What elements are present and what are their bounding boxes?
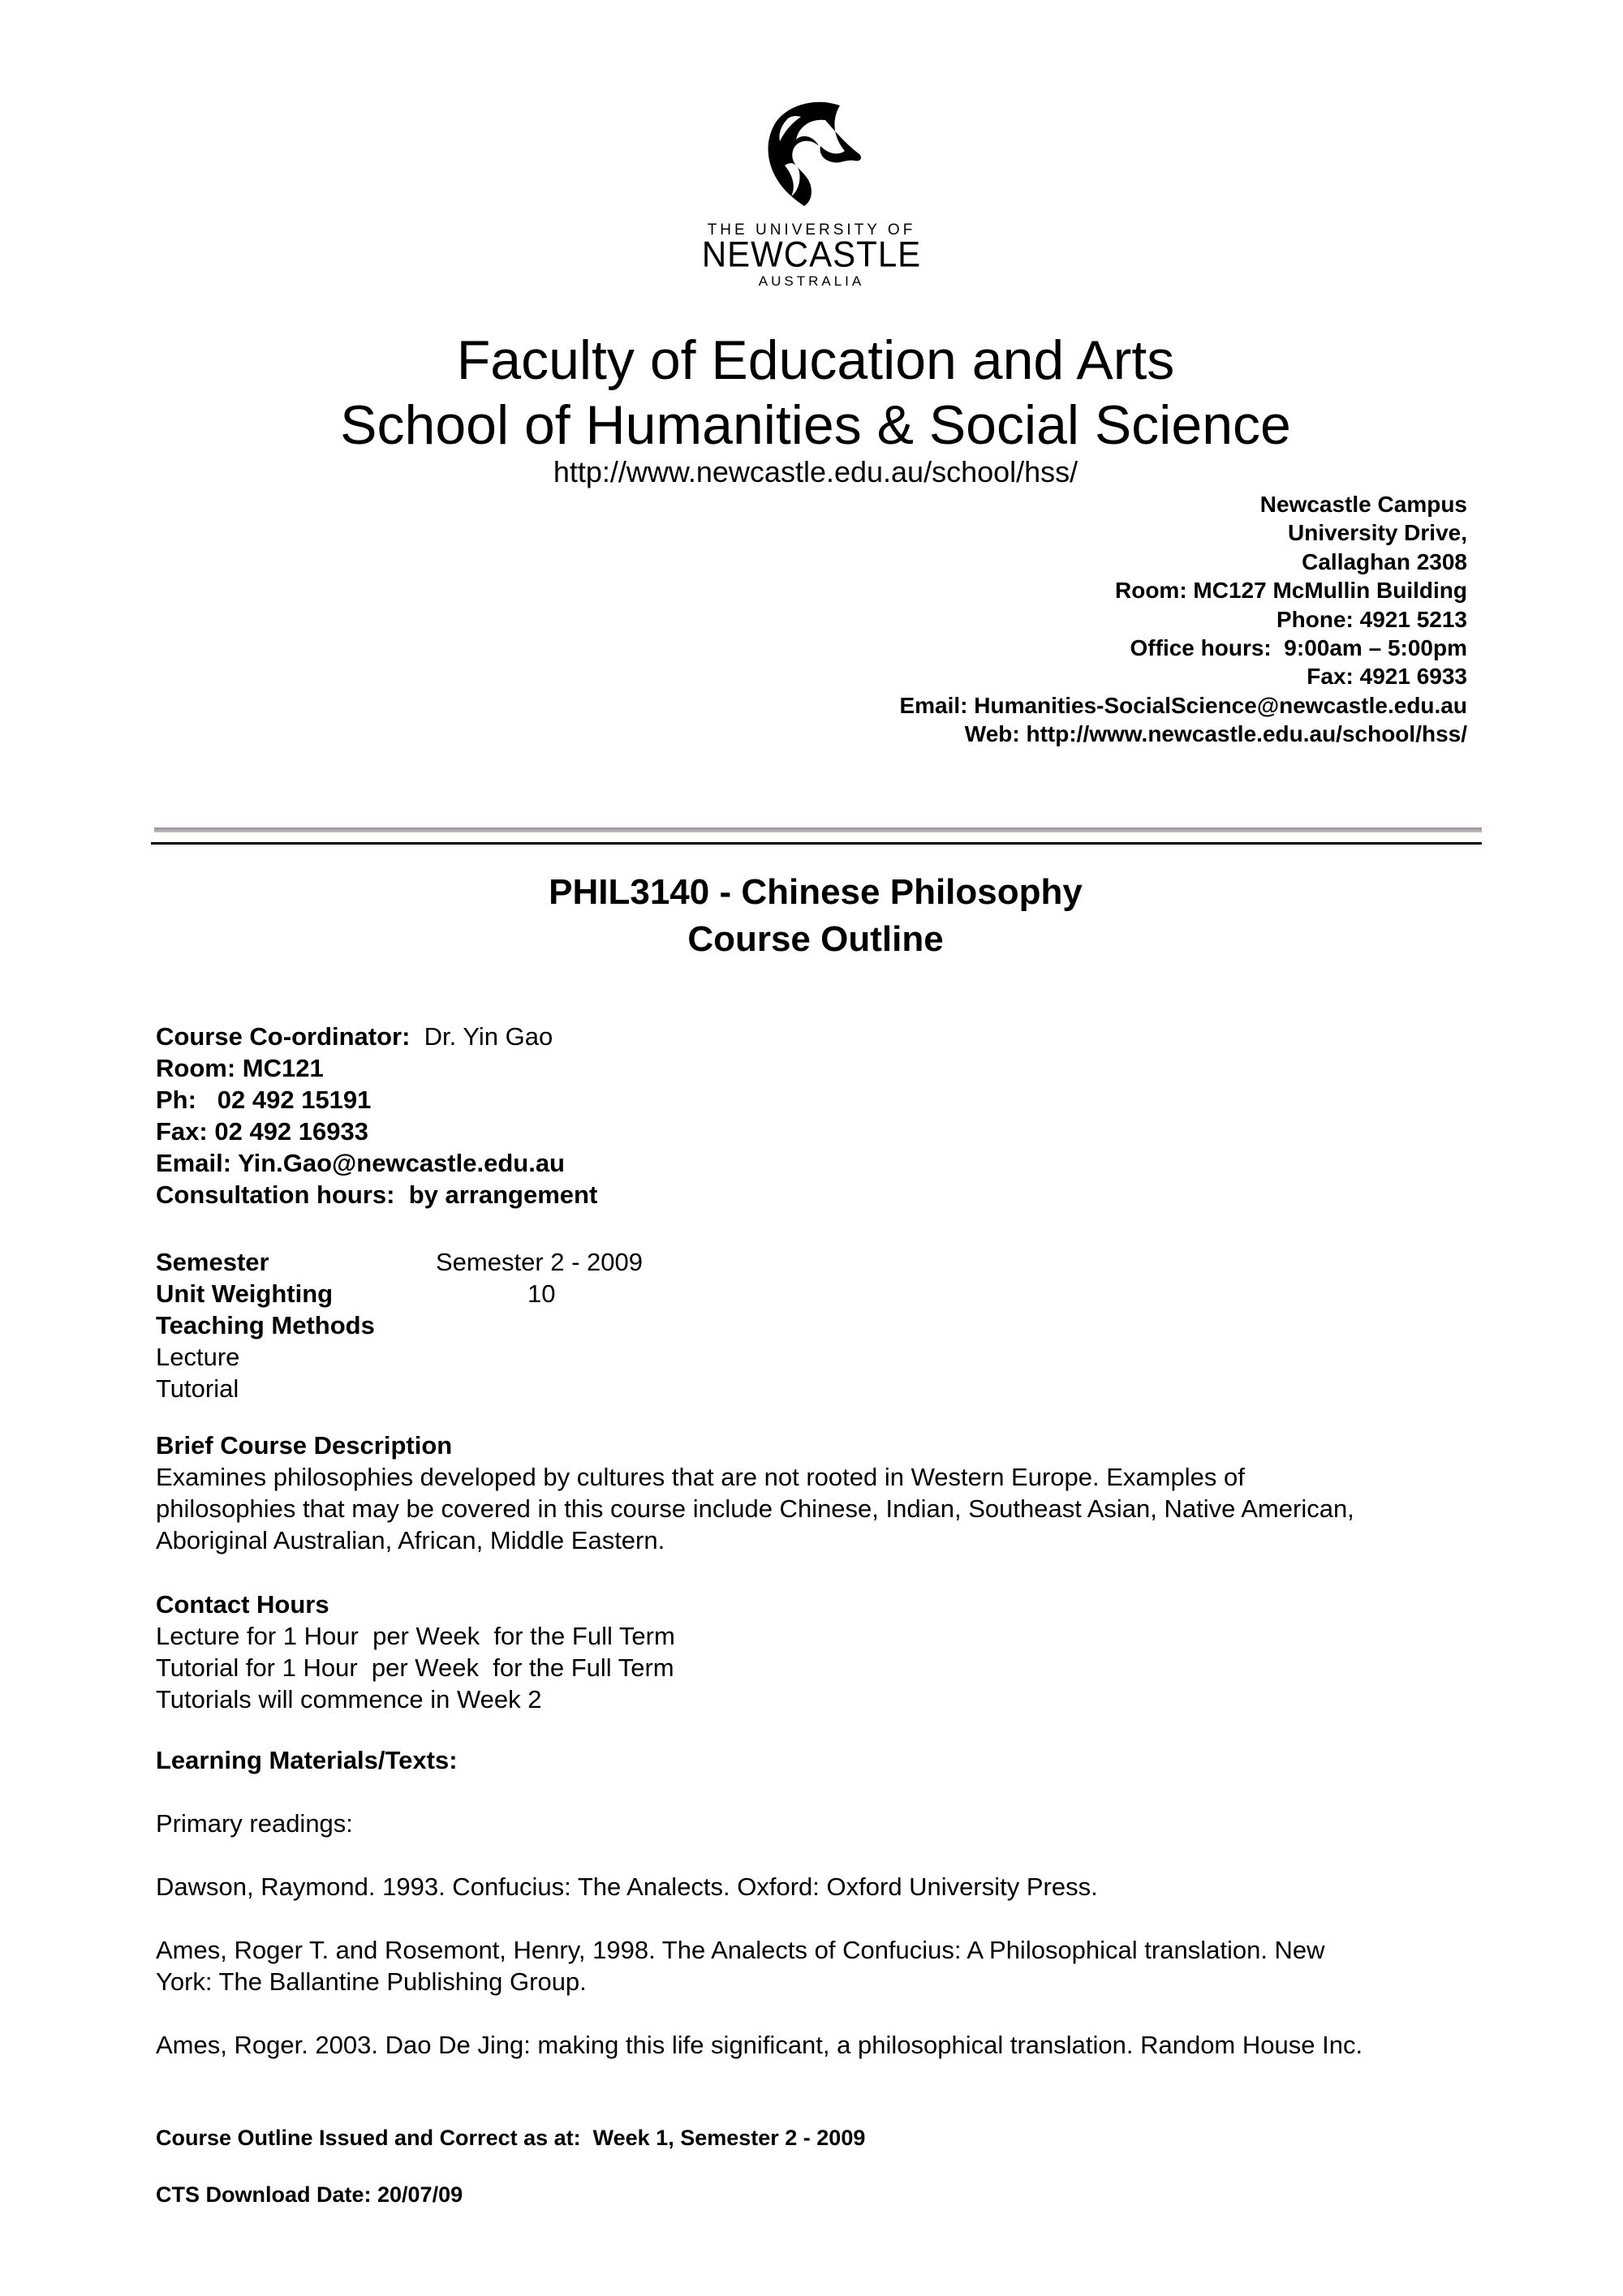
issued-date-note: Course Outline Issued and Correct as at: Week 1, Semester 2 - 2009 [156,2126,866,2150]
coordinator-phone: Ph: 02 492 15191 [156,1086,372,1114]
school-title: School of Humanities & Social Science [340,394,1291,456]
address-line: Office hours: 9:00am – 5:00pm [1130,635,1467,661]
faculty-title: Faculty of Education and Arts [456,329,1175,391]
address-line: Fax: 4921 6933 [1307,664,1467,690]
description-line: Examines philosophies developed by cultures that are not rooted in Western Europe. Examples of [156,1463,1245,1491]
address-line: Callaghan 2308 [1302,548,1467,574]
unit-weighting-label: Unit Weighting [156,1279,334,1308]
coordinator-block [156,1021,1503,1210]
coordinator-fax: Fax: 02 492 16933 [156,1117,368,1146]
address-line: Phone: 4921 5213 [1276,606,1467,632]
course-subtitle: Course Outline [687,919,944,959]
address-line: University Drive, [1288,520,1467,546]
materials-intro: Primary readings: [156,1809,353,1838]
divider-black [151,842,1482,845]
coordinator-email-link[interactable]: Email: Yin.Gao@newcastle.edu.au [156,1149,565,1177]
reading-item: Ames, Roger. 2003. Dao De Jing: making this life significant, a philosophical translation. Random House Inc. [156,2031,1363,2059]
course-title: PHIL3140 - Chinese Philosophy [549,872,1083,912]
coordinator-label: Course Co-ordinator: [156,1022,411,1051]
teaching-method-item: Lecture [156,1343,240,1371]
school-url-link[interactable]: http://www.newcastle.edu.au/school/hss/ [553,455,1078,488]
reading-item-line: York: The Ballantine Publishing Group. [156,1967,587,1996]
download-date-note: CTS Download Date: 20/07/09 [156,2182,463,2207]
coordinator-room: Room: MC121 [156,1054,324,1082]
semester-value: Semester 2 - 2009 [436,1248,644,1276]
address-web-link[interactable]: Web: http://www.newcastle.edu.au/school/hss/ [964,721,1467,747]
contact-hours-section [156,1589,1503,1715]
contact-hours-heading: Contact Hours [156,1590,329,1619]
contact-address-block [899,490,1467,749]
course-description-section [156,1430,1503,1556]
materials-heading: Learning Materials/Texts: [156,1746,458,1774]
description-line: Aboriginal Australian, African, Middle Eastern. [156,1526,665,1554]
address-line: Newcastle Campus [1259,492,1467,517]
logo-text-line3: AUSTRALIA [758,273,865,289]
address-line: Room: MC127 McMullin Building [1115,578,1467,604]
coordinator-name: Dr. Yin Gao [424,1022,553,1051]
unit-weighting-value: 10 [527,1279,556,1308]
teaching-method-item: Tutorial [156,1374,239,1403]
contact-hours-line: Tutorials will commence in Week 2 [156,1685,542,1713]
description-line: philosophies that may be covered in this course include Chinese, Indian, Southeast Asian, Native American, [156,1494,1354,1523]
teaching-methods-label: Teaching Methods [156,1311,375,1339]
horse-head-logo-icon [751,97,872,211]
contact-hours-line: Lecture for 1 Hour per Week for the Full Term [156,1622,675,1650]
learning-materials-section [156,1744,1503,2061]
reading-item-line: Ames, Roger T. and Rosemont, Henry, 1998. The Analects of Confucius: A Philosophical translation. New [156,1936,1325,1964]
reading-item: Dawson, Raymond. 1993. Confucius: The Analects. Oxford: Oxford University Press. [156,1872,1098,1901]
semester-label: Semester [156,1248,269,1276]
university-logo [698,97,925,300]
coordinator-consultation: Consultation hours: by arrangement [156,1180,598,1209]
address-email-link[interactable]: Email: Humanities-SocialScience@newcastle.edu.au [899,692,1467,718]
reading-item [156,1934,1503,1997]
description-heading: Brief Course Description [156,1431,453,1460]
course-details [156,1246,1503,1404]
logo-text-line2: NEWCASTLE [701,234,922,275]
logo-text-line1: THE UNIVERSITY OF [707,221,916,239]
contact-hours-line: Tutorial for 1 Hour per Week for the Full Term [156,1653,674,1682]
divider-grey [154,828,1482,832]
